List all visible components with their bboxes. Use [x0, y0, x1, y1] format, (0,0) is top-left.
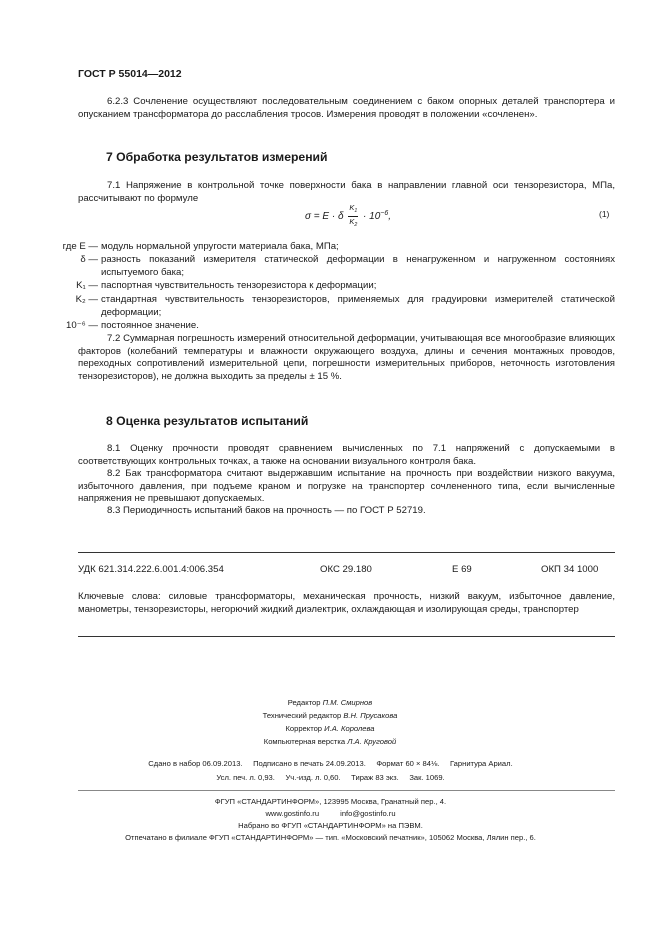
publisher-printed: Отпечатано в филиале ФГУП «СТАНДАРТИНФОРМ» — тип. «Московский печатник», 105062 Москва, Лялин пер., 6.: [125, 833, 536, 842]
paragraph-8-3: 8.3 Периодичность испытаний баков на прочность — по ГОСТ Р 52719.: [107, 505, 426, 516]
formula-fraction: [348, 203, 358, 230]
where-text-const: постоянное значение.: [101, 320, 199, 331]
publisher-address: ФГУП «СТАНДАРТИНФОРМ», 123995 Москва, Гранатный пер., 4.: [214, 797, 447, 806]
where-symbol-k2: K₂ —: [75, 294, 98, 305]
e-code: Е 69: [452, 564, 472, 575]
imprint-tech-editor: Технический редактор В.Н. Прусакова: [262, 711, 398, 720]
imprint-corrector: Корректор И.А. Королева: [285, 724, 375, 733]
formula-numerator: $K_1$: [348, 203, 358, 217]
publisher-typeset: Набрано во ФГУП «СТАНДАРТИНФОРМ» на ПЭВМ.: [238, 821, 423, 830]
paragraph-6-2-3: 6.2.3 Сочленение осуществляют последовательным соединением с баком опорных деталей транспортера и опусканием трансформатора до расслабления тросов. Измерения проводят в положении «сочленен».: [78, 96, 615, 120]
where-text-k2: стандартная чувствительность тензорезисторов, применяемых для градуировки измерителей статической деформации;: [101, 294, 615, 318]
section-7-title: 7 Обработка результатов измерений: [106, 150, 328, 164]
where-symbol-k1: K₁ —: [76, 280, 98, 291]
okp-code: ОКП 34 1000: [541, 564, 599, 575]
imprint-print-details: Сдано в набор 06.09.2013. Подписано в печать 24.09.2013. Формат 60 × 84⅛. Гарнитура Ариал.: [148, 759, 513, 768]
divider-bottom: [78, 636, 615, 637]
keywords: Ключевые слова: силовые трансформаторы, механическая прочность, низкий вакуум, избыточное давление, манометры, тензорезисторы, негорючий жидкий диэлектрик, охлаждающая и изолирующая среды, транспортер: [78, 591, 615, 615]
udk-code: УДК 621.314.222.6.001.4:006.354: [78, 564, 224, 575]
where-symbol-const: 10⁻⁶ —: [66, 320, 98, 331]
where-text-e: модуль нормальной упругости материала бака, МПа;: [101, 241, 339, 252]
paragraph-8-2: 8.2 Бак трансформатора считают выдержавшим испытание на прочность при воздействии низкого вакуума, избыточного давления, при подъеме краном и погрузке на транспортер сочлененного типа, если вычисленные напряжения не превышают допускаемых.: [78, 468, 615, 505]
formula-number: (1): [599, 209, 610, 219]
divider-top: [78, 552, 615, 553]
where-symbol-delta: δ —: [80, 254, 98, 265]
where-symbol-e: где E —: [62, 241, 98, 252]
section-8-title: 8 Оценка результатов испытаний: [106, 414, 309, 428]
where-text-delta: разность показаний измерителя статической деформации в ненагруженном и нагруженном состояниях испытуемого бака;: [101, 254, 615, 278]
paragraph-8-1: 8.1 Оценку прочности проводят сравнением вычисленных по 7.1 напряжений с допускаемыми в соответствующих контрольных точках, а также на основании визуального контроля бака.: [78, 443, 615, 467]
publisher-web: www.gostinfo.ru info@gostinfo.ru: [265, 809, 396, 818]
imprint-editor: Редактор П.М. Смирнов: [287, 698, 373, 707]
oks-code: ОКС 29.180: [320, 564, 372, 575]
paragraph-7-2: 7.2 Суммарная погрешность измерений относительной деформации, учитывающая все многообразие влияющих факторов (колебаний температуры и влажности окружающего воздуха, длины и сечения монтажных проводов, переходных сопротивлений измерительной цепи, погрешности измерительных приборов, неточность изготовления тензорезисторов), не должна выходить за пределы ± 15 %.: [78, 333, 615, 382]
imprint-print-volume: Усл. печ. л. 0,93. Уч.-изд. л. 0,60. Тираж 83 экз. Зак. 1069.: [216, 773, 445, 782]
where-text-k1: паспортная чувствительность тензорезистора к деформации;: [101, 280, 377, 291]
paragraph-7-1: 7.1 Напряжение в контрольной точке поверхности бака в направлении главной оси тензорезистора, МПа, рассчитывают по формуле: [78, 180, 615, 204]
imprint-layout: Компьютерная верстка Л.А. Круговой: [263, 737, 397, 746]
formula-lhs: σ = E · δ: [305, 211, 344, 223]
formula-tail: · $10^{-6}$,: [363, 210, 392, 223]
formula-1: [305, 203, 391, 230]
divider-publisher: [78, 790, 615, 791]
formula-denominator: $K_2$: [349, 217, 358, 228]
document-header: ГОСТ Р 55014—2012: [78, 68, 182, 80]
